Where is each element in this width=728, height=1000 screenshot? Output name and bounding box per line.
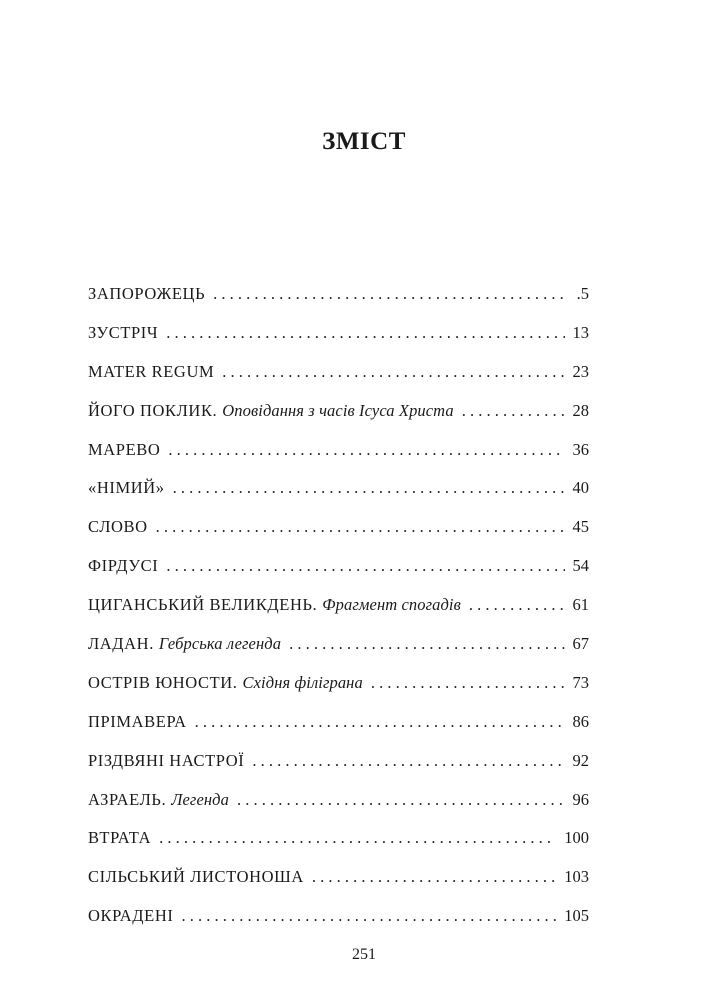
toc-entry-page: 28 [572, 400, 589, 420]
toc-entry-title: «НІМИЙ» [88, 478, 165, 498]
toc-entry-title: ЗАПОРОЖЕЦЬ [88, 284, 206, 303]
dot-leader [173, 478, 565, 498]
toc-entry-page: 100 [564, 828, 589, 848]
toc-entry-title: СІЛЬСЬКИЙ ЛИСТОНОША [88, 867, 304, 887]
toc-entry-subtitle: Східня філіграна [242, 672, 363, 692]
dot-leader [213, 284, 568, 304]
table-of-contents [88, 284, 589, 945]
dot-leader [252, 751, 564, 771]
dot-leader [289, 634, 564, 654]
toc-entry-title: ОКРАДЕНІ [88, 906, 174, 926]
toc-entry [88, 828, 589, 867]
dot-leader [469, 595, 565, 615]
toc-entry-title: МАРЕВО [88, 439, 161, 459]
toc-entry-title: MATER REGUM [88, 361, 215, 381]
toc-entry-title: ПРІМАВЕРА [88, 711, 187, 731]
toc-entry-page: 23 [572, 361, 589, 381]
page-number: 251 [352, 946, 376, 963]
dot-leader [312, 867, 556, 887]
toc-entry-page: 73 [572, 672, 589, 692]
toc-entry [88, 556, 589, 595]
toc-entry-page: 67 [572, 634, 589, 654]
dot-leader [168, 440, 564, 460]
dot-leader [166, 556, 564, 576]
dot-leader [181, 906, 556, 926]
toc-entry [88, 517, 589, 556]
toc-entry-page: 105 [564, 906, 589, 926]
toc-entry-page: 40 [572, 478, 589, 498]
toc-entry-title: ВТРАТА [88, 828, 152, 848]
toc-entry [88, 867, 589, 906]
toc-entry-title: РІЗДВЯНІ НАСТРОЇ [88, 750, 245, 770]
toc-entry-title: ФІРДУСІ [88, 556, 159, 576]
toc-entry-subtitle: Гебрська легенда [158, 634, 282, 654]
dot-leader [156, 517, 565, 537]
toc-entry [88, 634, 589, 673]
toc-entry-title: ЛАДАН. [88, 634, 154, 654]
toc-entry [88, 362, 589, 401]
toc-entry [88, 790, 589, 829]
toc-entry [88, 478, 589, 517]
toc-entry [88, 401, 589, 440]
toc-entry [88, 673, 589, 712]
toc-entry-title: СЛОВО [88, 517, 148, 537]
toc-entry-title: АЗРАЕЛЬ. [88, 789, 167, 809]
toc-entry-subtitle: Оповідання з часів Ісуса Христа [222, 400, 454, 420]
toc-entry [88, 712, 589, 751]
dot-leader [462, 401, 565, 421]
toc-entry [88, 284, 589, 323]
toc-entry [88, 323, 589, 362]
dot-leader [371, 673, 565, 693]
toc-entry-page: 36 [572, 439, 589, 459]
toc-entry-page: 86 [572, 711, 589, 731]
toc-entry-page: 103 [564, 867, 589, 887]
dot-leader [222, 362, 564, 382]
toc-entry-subtitle: Легенда [171, 789, 229, 809]
dot-leader [159, 828, 556, 848]
toc-entry-title: ОСТРІВ ЮНОСТИ. [88, 672, 238, 692]
toc-entry-page: 96 [572, 789, 589, 809]
toc-entry-page: .5 [576, 284, 589, 303]
toc-entry-page: 13 [572, 322, 589, 342]
dot-leader [195, 712, 565, 732]
dot-leader [166, 323, 564, 343]
toc-entry-title: ЦИГАНСЬКИЙ ВЕЛИКДЕНЬ. [88, 595, 318, 615]
toc-entry [88, 906, 589, 945]
dot-leader [237, 790, 565, 810]
toc-entry-page: 61 [572, 595, 589, 615]
page-title: ЗМІСТ [322, 128, 406, 155]
toc-entry-page: 92 [572, 750, 589, 770]
toc-entry-title: ЗУСТРІЧ [88, 322, 159, 342]
toc-entry [88, 440, 589, 479]
toc-entry [88, 751, 589, 790]
toc-entry-title: ЙОГО ПОКЛИК. [88, 400, 218, 420]
toc-entry-page: 45 [572, 517, 589, 537]
toc-entry-subtitle: Фрагмент спогадів [322, 595, 461, 615]
toc-entry [88, 595, 589, 634]
toc-entry-page: 54 [572, 556, 589, 576]
